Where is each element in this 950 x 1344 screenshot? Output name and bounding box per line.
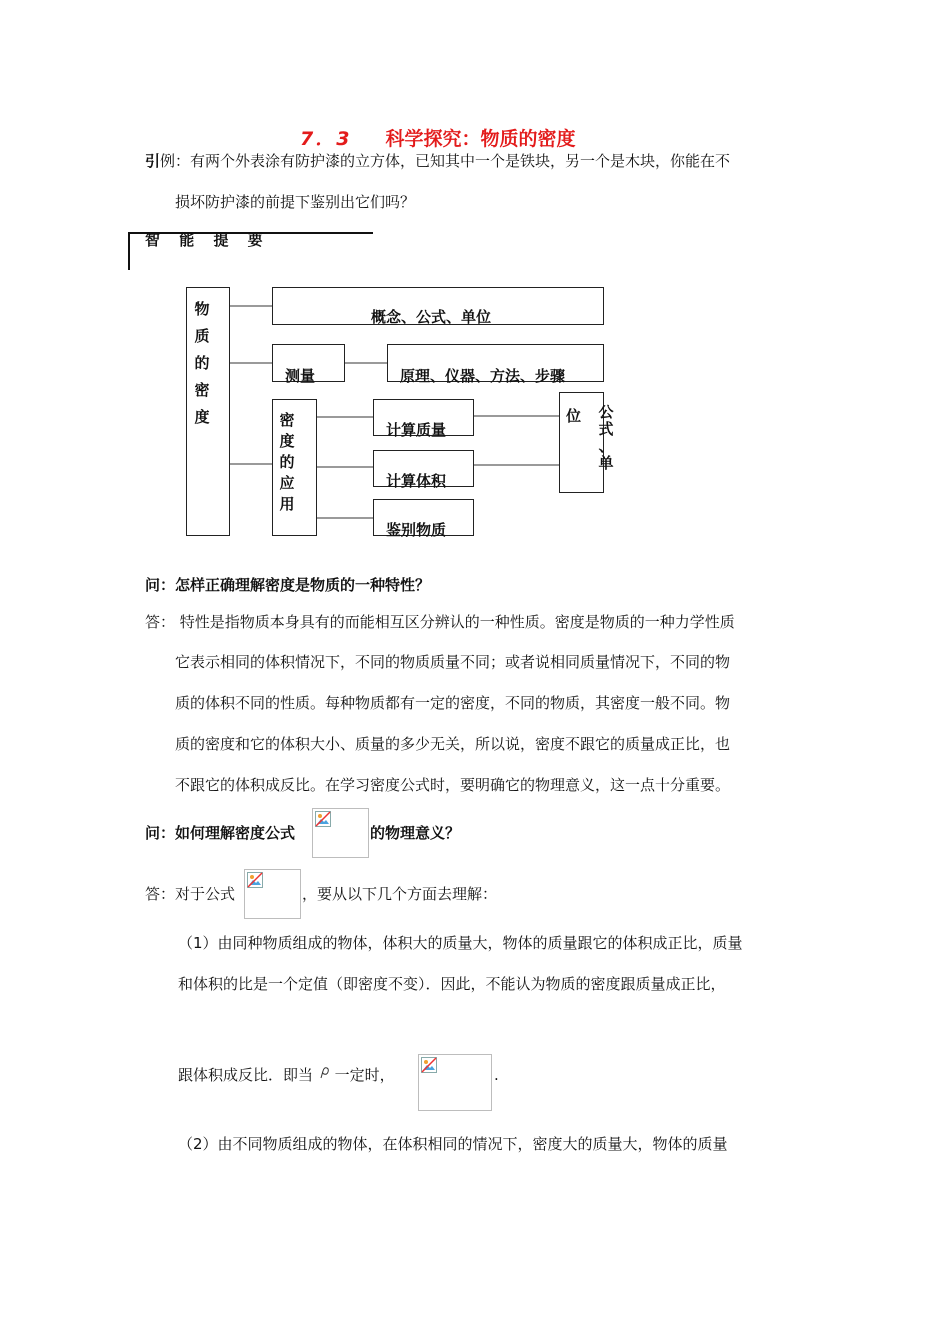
broken-image-icon (247, 872, 263, 888)
root-char: 度 (194, 408, 210, 426)
formula-image-placeholder (418, 1054, 492, 1111)
formula-image-placeholder (244, 869, 301, 919)
measure-label: 测量 (285, 367, 316, 385)
section-heading: 智 能 提 要 (145, 231, 263, 249)
measure-detail-box (387, 344, 604, 385)
connector-line (345, 362, 387, 364)
application-char: 的 (279, 453, 295, 471)
application-label (273, 410, 301, 515)
broken-image-icon (421, 1057, 437, 1073)
answer-2-after: ，要从以下几个方面去理解： (302, 885, 498, 903)
root-box (186, 287, 230, 536)
calc-mass-label: 计算质量 (386, 421, 447, 439)
connector-line (230, 305, 272, 307)
formula-unit-left-label: 位 (566, 407, 582, 425)
calc-volume-box (373, 450, 474, 490)
intro-line-2: 损坏防护漆的前提下鉴别出它们吗？ (175, 193, 416, 211)
formula-unit-char: 、 (598, 437, 614, 455)
intro-label: 引 (145, 152, 161, 170)
concept-box (272, 287, 604, 325)
connector-line (230, 362, 272, 364)
connector-line (474, 415, 560, 417)
formula-unit-char: 公 (598, 403, 614, 421)
formula-image-placeholder (312, 808, 369, 858)
knowledge-diagram (0, 0, 950, 560)
answer-1-line: 质的密度和它的体积大小、质量的多少无关，所以说，密度不跟它的质量成正比，也 (175, 735, 731, 753)
root-char: 物 (194, 300, 210, 318)
application-char: 应 (279, 474, 295, 492)
measure-detail-label: 原理、仪器、方法、步骤 (400, 367, 566, 385)
answer-1-line: 质的体积不同的性质。每种物质都有一定的密度，不同的物质，其密度一般不同。物 (175, 694, 731, 712)
point-1-line: 和体积的比是一个定值（即密度不变）．因此，不能认为物质的密度跟质量成正比， (178, 975, 726, 993)
connector-line (317, 517, 373, 519)
question-2-before: 问：如何理解密度公式 (145, 824, 296, 842)
measure-box (272, 344, 345, 385)
connector-line (474, 464, 560, 466)
root-label (187, 296, 217, 431)
answer-1-line: 答： 特性是指物质本身具有的而能相互区分辨认的一种性质。密度是物质的一种力学性质 (145, 613, 735, 631)
answer-1-line: 不跟它的体积成反比。在学习密度公式时，要明确它的物理意义，这一点十分重要。 (175, 776, 731, 794)
point-1-end: . (494, 1066, 499, 1084)
application-char: 用 (279, 495, 295, 513)
root-char: 质 (194, 327, 210, 345)
formula-unit-char: 单 (598, 454, 614, 472)
root-char: 密 (194, 381, 210, 399)
identify-box (373, 499, 474, 539)
formula-unit-char: 式 (598, 420, 614, 438)
question-2 (145, 823, 295, 843)
calc-volume-label: 计算体积 (386, 472, 447, 490)
formula-unit-right-label (596, 404, 616, 472)
calc-mass-box (373, 399, 474, 439)
answer-1-line: 它表示相同的体积情况下，不同的物质质量不同；或者说相同质量情况下，不同的物 (175, 653, 731, 671)
question-1: 问：怎样正确理解密度是物质的一种特性？ (145, 576, 431, 594)
identify-label: 鉴别物质 (386, 521, 447, 539)
connector-line (317, 466, 373, 468)
rho-symbol-icon (318, 1065, 330, 1079)
point-1-line-3 (178, 1065, 395, 1085)
application-char: 密 (279, 411, 295, 429)
point-1-before: 跟体积成反比．即当 (178, 1066, 314, 1084)
concept-label: 概念、公式、单位 (371, 308, 492, 326)
question-2-after: 的物理意义？ (370, 824, 461, 842)
broken-image-icon (315, 811, 331, 827)
answer-2-before: 答：对于公式 (145, 885, 236, 903)
section-number: 7．3 (300, 128, 352, 150)
intro-text-1: 例：有两个外表涂有防护漆的立方体，已知其中一个是铁块，另一个是木块，你能在不 (160, 152, 731, 170)
point-1-mid: 一定时， (334, 1066, 395, 1084)
connector-line (317, 416, 373, 418)
point-1-line: （1）由同种物质组成的物体，体积大的质量大，物体的质量跟它的体积成正比，质量 (178, 934, 743, 952)
title-text: 科学探究：物质的密度 (385, 128, 576, 150)
root-char: 的 (194, 354, 210, 372)
point-2-line: （2）由不同物质组成的物体，在体积相同的情况下，密度大的质量大，物体的质量 (178, 1135, 728, 1153)
application-box (272, 399, 317, 536)
connector-line (230, 463, 272, 465)
application-char: 度 (279, 432, 295, 450)
